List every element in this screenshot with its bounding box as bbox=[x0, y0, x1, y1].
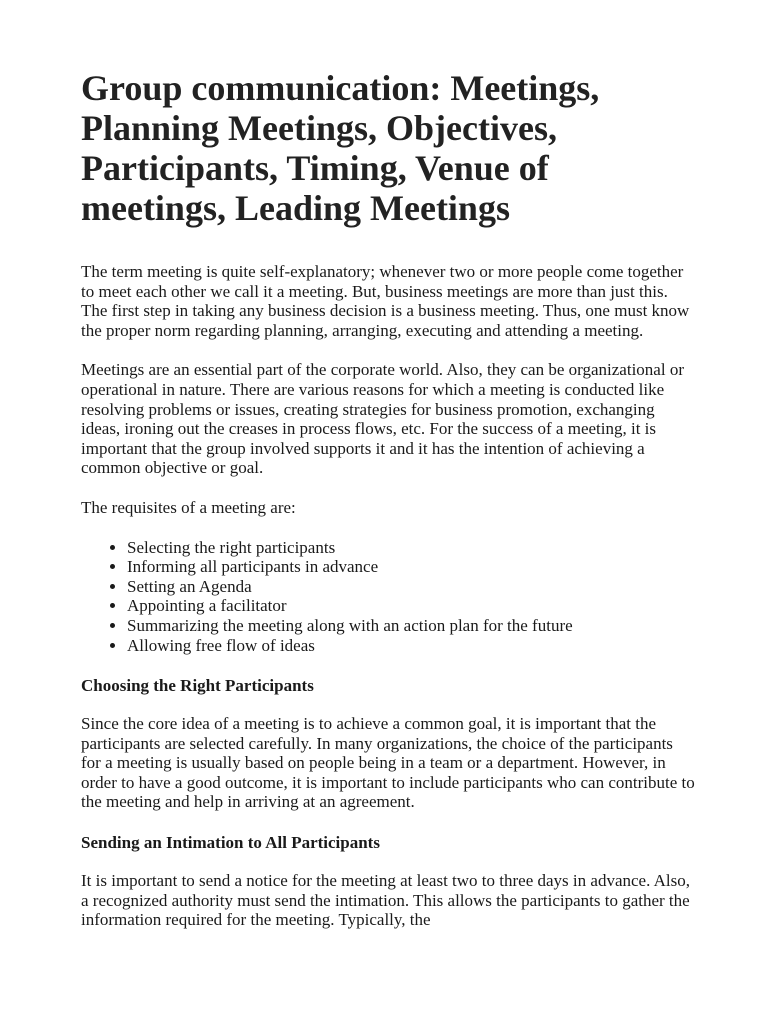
essential-paragraph: Meetings are an essential part of the corporate world. Also, they can be organizational or operational in nature. There are various reasons for which a meeting is conducted like resolving problems or issues, creating strategies for business promotion, exchanging ideas, ironing out the creases in process flows, etc. For the success of a meeting, it is important that the group involved supports it and it has the intention of achieving a common objective or goal. bbox=[81, 360, 684, 478]
section-heading-intimation: Sending an Intimation to All Participants bbox=[81, 833, 380, 853]
section-heading-participants: Choosing the Right Participants bbox=[81, 676, 314, 696]
requisites-intro: The requisites of a meeting are: bbox=[81, 497, 296, 517]
list-item: • Appointing a facilitator bbox=[127, 596, 696, 616]
list-item: • Summarizing the meeting along with an action plan for the future bbox=[127, 616, 696, 636]
page-title: Group communication: Meetings, Planning Meetings, Objectives, Participants, Timing, Venue of meetings, Leading Meetings bbox=[81, 68, 600, 228]
list-item: • Informing all participants in advance bbox=[127, 557, 696, 577]
intimation-paragraph: It is important to send a notice for the meeting at least two to three days in advance. Also, a recognized authority must send the intimation. This allows the participants to gather the information required for the meeting. Typically, the bbox=[81, 871, 691, 930]
participants-paragraph: Since the core idea of a meeting is to achieve a common goal, it is important that the participants are selected carefully. In many organizations, the choice of the participants for a meeting is usually based on people being in a team or a department. However, in order to have a good outcome, it is important to include participants who can contribute to the meeting and help in arriving at an agreement. bbox=[81, 714, 695, 812]
list-item: • Selecting the right participants bbox=[127, 538, 696, 558]
list-item: • Setting an Agenda bbox=[127, 577, 696, 597]
requisites-list bbox=[81, 538, 696, 656]
intro-paragraph: The term meeting is quite self-explanatory; whenever two or more people come together to meet each other we call it a meeting. But, business meetings are more than just this. The first step in taking any business decision is a business meeting. Thus, one must know the proper norm regarding planning, arranging, executing and attending a meeting. bbox=[81, 262, 690, 340]
list-item: • Allowing free flow of ideas bbox=[127, 636, 696, 656]
